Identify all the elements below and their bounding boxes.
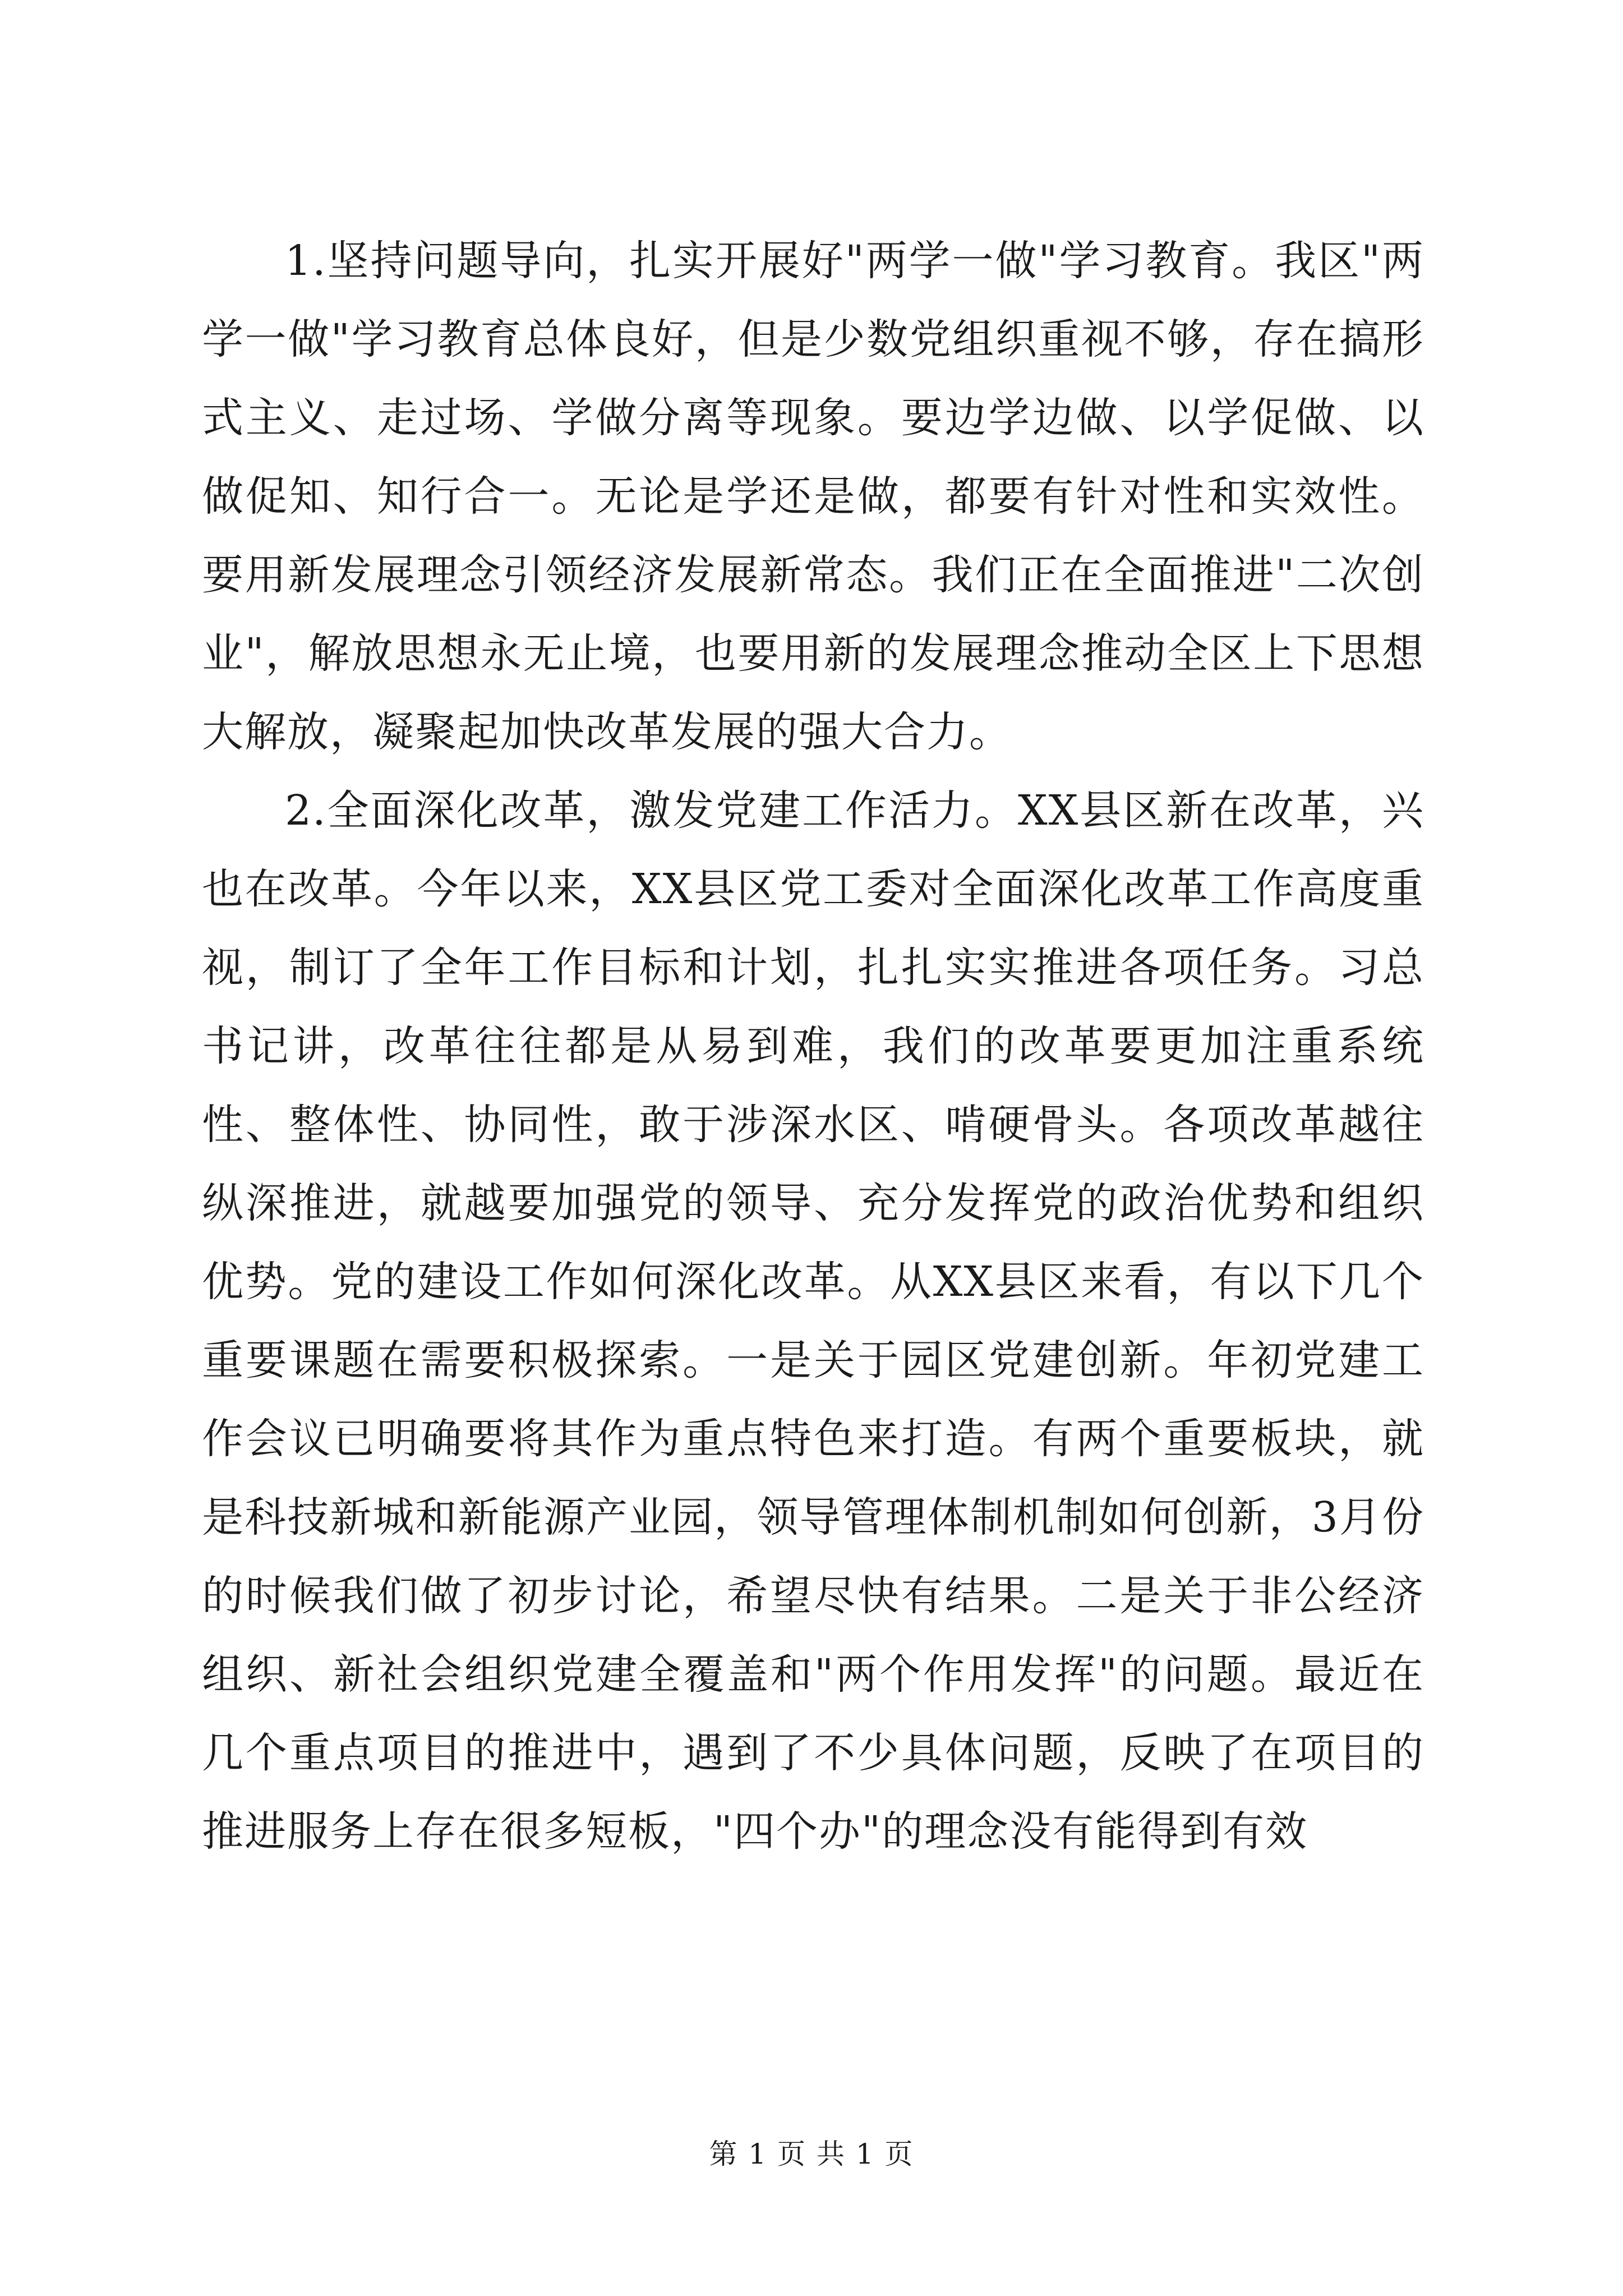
page-footer: 第 1 页 共 1 页	[709, 2138, 914, 2170]
document-body	[202, 222, 1424, 1871]
paragraph-1: 1.坚持问题导向，扎实开展好"两学一做"学习教育。我区"两学一做"学习教育总体良好，但是少数党组织重视不够，存在搞形式主义、走过场、学做分离等现象。要边学边做、以学促做、以做促知、知行合一。无论是学还是做，都要有针对性和实效性。要用新发展理念引领经济发展新常态。我们正在全面推进"二次创业"，解放思想永无止境，也要用新的发展理念推动全区上下思想大解放，凝聚起加快改革发展的强大合力。	[202, 237, 1424, 756]
paragraph-2: 2.全面深化改革，激发党建工作活力。XX县区新在改革，兴也在改革。今年以来，XX县区党工委对全面深化改革工作高度重视，制订了全年工作目标和计划，扎扎实实推进各项任务。习总书记讲，改革往往都是从易到难，我们的改革要更加注重系统性、整体性、协同性，敢于涉深水区、啃硬骨头。各项改革越往纵深推进，就越要加强党的领导、充分发挥党的政治优势和组织优势。党的建设工作如何深化改革。从XX县区来看，有以下几个重要课题在需要积极探索。一是关于园区党建创新。年初党建工作会议已明确要将其作为重点特色来打造。有两个重要板块，就是科技新城和新能源产业园，领导管理体制机制如何创新，3月份的时候我们做了初步讨论，希望尽快有结果。二是关于非公经济组织、新社会组织党建全覆盖和"两个作用发挥"的问题。最近在几个重点项目的推进中，遇到了不少具体问题，反映了在项目的推进服务上存在很多短板，"四个办"的理念没有能得到有效	[202, 786, 1424, 1856]
